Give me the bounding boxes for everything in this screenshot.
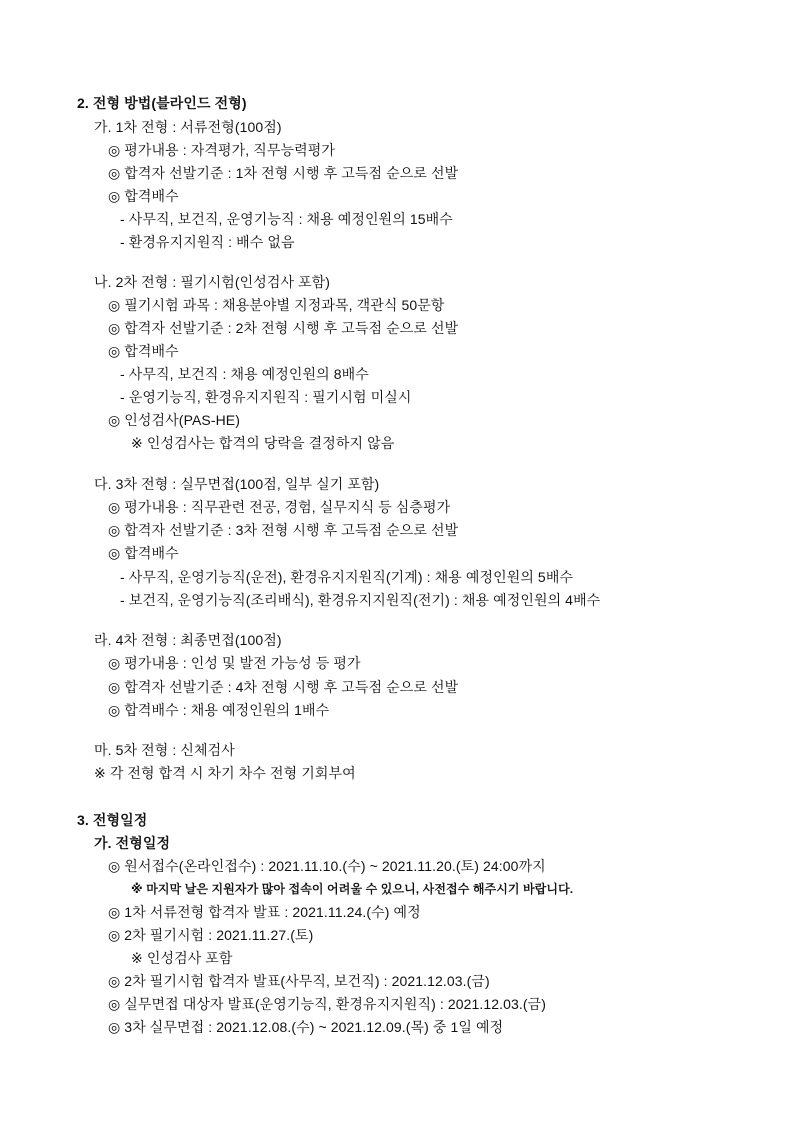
list-item: ◎ 필기시험 과목 : 채용분야별 지정과목, 객관식 50문항 [108,297,445,313]
schedule-item: ◎ 2차 필기시험 : 2021.11.27.(토) [108,927,314,943]
note: ※ 각 전형 합격 시 차기 차수 전형 기회부여 [94,765,356,781]
section-heading: 2. 전형 방법(블라인드 전형) [77,95,247,111]
sub-list-item: - 보건직, 운영기능직(조리배식), 환경유지지원직(전기) : 채용 예정인원의 4배수 [120,592,601,608]
list-item: ◎ 합격배수 : 채용 예정인원의 1배수 [108,702,330,718]
list-item: ◎ 인성검사(PAS-HE) [108,412,241,428]
sub-list-item: - 사무직, 보건직, 운영기능직 : 채용 예정인원의 15배수 [120,211,453,227]
schedule-item: ◎ 3차 실무면접 : 2021.12.08.(수) ~ 2021.12.09.(목) 중 1일 예정 [108,1019,504,1035]
list-item: ◎ 합격자 선발기준 : 3차 전형 시행 후 고득점 순으로 선발 [108,522,459,538]
note: ※ 마지막 날은 지원자가 많아 접속이 어려울 수 있으니, 사전접수 해주시기 바랍니다. [131,882,574,896]
stage-title: 라. 4차 전형 : 최종면접(100점) [94,632,282,648]
section-heading: 3. 전형일정 [77,812,148,828]
list-item: ◎ 합격자 선발기준 : 1차 전형 시행 후 고득점 순으로 선발 [108,165,459,181]
note: ※ 인성검사 포함 [131,950,233,966]
schedule-item: ◎ 원서접수(온라인접수) : 2021.11.10.(수) ~ 2021.11.20.(토) 24:00까지 [108,858,546,874]
subsection-heading: 가. 전형일정 [94,835,171,851]
sub-list-item: - 운영기능직, 환경유지지원직 : 필기시험 미실시 [120,389,412,405]
sub-list-item: - 사무직, 운영기능직(운전), 환경유지지원직(기계) : 채용 예정인원의 5배수 [120,569,574,585]
list-item: ◎ 평가내용 : 자격평가, 직무능력평가 [108,142,335,158]
schedule-item: ◎ 1차 서류전형 합격자 발표 : 2021.11.24.(수) 예정 [108,904,421,920]
stage-title: 나. 2차 전형 : 필기시험(인성검사 포함) [94,274,331,290]
list-item: ◎ 합격자 선발기준 : 2차 전형 시행 후 고득점 순으로 선발 [108,320,459,336]
list-item: ◎ 평가내용 : 인성 및 발전 가능성 등 평가 [108,655,361,671]
note: ※ 인성검사는 합격의 당락을 결정하지 않음 [131,435,395,451]
list-item: ◎ 평가내용 : 직무관련 전공, 경험, 실무지식 등 심층평가 [108,499,451,515]
schedule-item: ◎ 2차 필기시험 합격자 발표(사무직, 보건직) : 2021.12.03.(금) [108,973,490,989]
stage-title: 가. 1차 전형 : 서류전형(100점) [94,119,282,135]
list-item: ◎ 합격자 선발기준 : 4차 전형 시행 후 고득점 순으로 선발 [108,679,459,695]
stage-title: 마. 5차 전형 : 신체검사 [94,742,235,758]
sub-list-item: - 환경유지지원직 : 배수 없음 [120,234,295,250]
list-item: ◎ 합격배수 [108,545,179,561]
stage-title: 다. 3차 전형 : 실무면접(100점, 일부 실기 포함) [94,476,380,492]
list-item: ◎ 합격배수 [108,343,179,359]
list-item: ◎ 합격배수 [108,188,179,204]
schedule-item: ◎ 실무면접 대상자 발표(운영기능직, 환경유지지원직) : 2021.12.03.(금) [108,996,547,1012]
sub-list-item: - 사무직, 보건직 : 채용 예정인원의 8배수 [120,366,369,382]
